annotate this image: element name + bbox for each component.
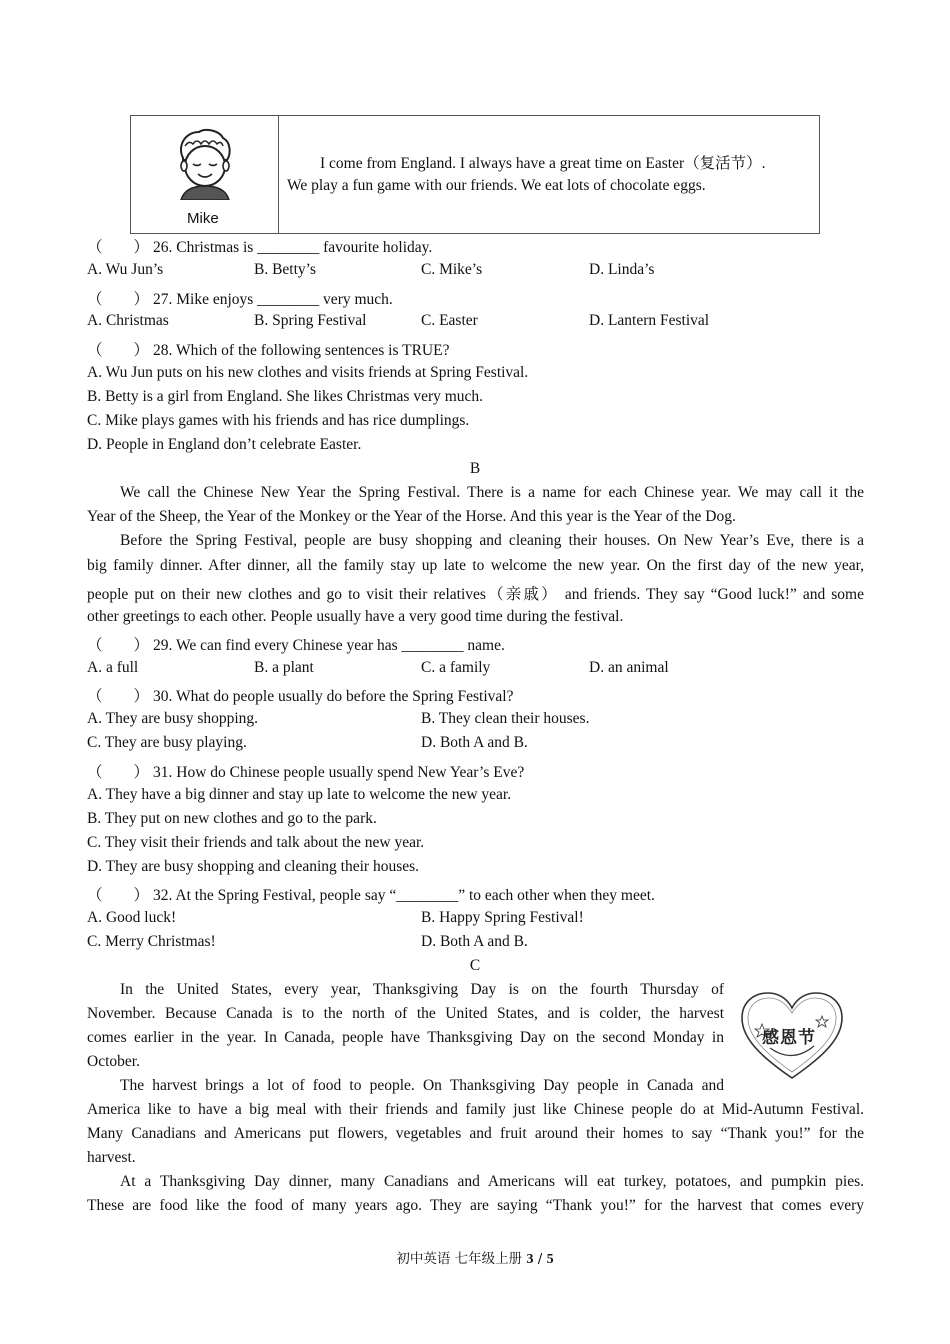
section-c-para-2-line-4: harvest. [87,1149,136,1166]
option-26-a: A. Wu Jun’s [87,261,164,278]
option-31-c: C. They visit their friends and talk about the new year. [87,834,425,851]
mike-text-line-2: We play a fun game with our friends. We eat lots of chocolate eggs. [287,177,706,194]
option-29-c: C. a family [421,659,491,676]
section-b-para-2-line-3: people put on their new clothes and go to visit their relatives（亲戚） and friends. They say “Good luck!” and some [87,586,864,603]
section-b-para-2-line-1: Before the Spring Festival, people are busy shopping and cleaning their houses. On New Year’s Eve, there is a [120,532,864,549]
mike-text-line-1: I come from England. I always have a great time on Easter（复活节）. [320,155,766,172]
section-c-para-1-line-2: November. Because Canada is to the north of the United States, and is colder, the harvest [87,1005,724,1022]
option-28-b: B. Betty is a girl from England. She likes Christmas very much. [87,388,484,405]
option-26-d: D. Linda’s [589,261,655,278]
section-c-para-2-line-2: America like to have a big meal with their friends and family just like Chinese people do at Mid-Autumn Festival. [87,1101,864,1118]
option-32-d: D. Both A and B. [421,933,528,950]
section-c-para-1-line-1: In the United States, every year, Thanksgiving Day is on the fourth Thursday of [120,981,724,998]
mike-table [130,115,820,234]
question-28: （ ） 28. Which of the following sentences is TRUE? [87,342,450,359]
page-total: 5 [546,1252,554,1267]
option-27-d: D. Lantern Festival [589,312,710,329]
option-32-b: B. Happy Spring Festival! [421,909,584,926]
page-number: 3 [526,1252,534,1267]
option-31-a: A. They have a big dinner and stay up late to welcome the new year. [87,786,512,803]
option-31-b: B. They put on new clothes and go to the park. [87,810,377,827]
option-29-b: B. a plant [254,659,314,676]
boy-avatar-icon [175,128,235,200]
section-c-para-3-line-1: At a Thanksgiving Day dinner, many Canadians and Americans will eat turkey, potatoes, and pumpkin pies. [120,1173,864,1190]
section-b-para-2-line-4: other greetings to each other. People usually have a very good time during the festival. [87,608,624,625]
mike-cell [131,116,279,233]
option-30-b: B. They clean their houses. [421,710,590,727]
option-32-c: C. Merry Christmas! [87,933,216,950]
section-b-para-1-line-2: Year of the Sheep, the Year of the Monkey or the Year of the Horse. And this year is the Year of the Dog. [87,508,736,525]
option-28-c: C. Mike plays games with his friends and has rice dumplings. [87,412,470,429]
option-26-c: C. Mike’s [421,261,483,278]
section-c-para-1-line-3: comes earlier in the year. In Canada, people have Thanksgiving Day on the second Monday in [87,1029,724,1046]
option-30-a: A. They are busy shopping. [87,710,259,727]
option-31-d: D. They are busy shopping and cleaning their houses. [87,858,420,875]
section-b-heading: B [469,460,481,477]
option-29-a: A. a full [87,659,139,676]
mike-name-label: Mike [187,210,219,227]
option-27-a: A. Christmas [87,312,169,329]
section-c-para-3-line-2: These are food like the food of many years ago. They are saying “Thank you!” for the harvest that comes every [87,1197,864,1214]
question-26: （ ） 26. Christmas is ________ favourite holiday. [87,239,433,256]
section-c-heading: C [469,957,481,974]
option-28-a: A. Wu Jun puts on his new clothes and visits friends at Spring Festival. [87,364,529,381]
question-31: （ ） 31. How do Chinese people usually spend New Year’s Eve? [87,764,525,781]
page-footer: 初中英语 七年级上册 3 / 5 [396,1251,554,1267]
option-27-b: B. Spring Festival [254,312,367,329]
option-30-c: C. They are busy playing. [87,734,247,751]
question-30: （ ） 30. What do people usually do before the Spring Festival? [87,688,514,705]
thanksgiving-heart-logo [740,990,844,1082]
option-27-c: C. Easter [421,312,478,329]
option-30-d: D. Both A and B. [421,734,528,751]
option-29-d: D. an animal [589,659,669,676]
section-c-para-1-line-4: October. [87,1053,140,1070]
section-b-para-2-line-2: big family dinner. After dinner, all the family stay up late to welcome the new year. On the first day of the new year, [87,557,864,574]
section-c-para-2-line-3: Many Canadians and Americans put flowers, vegetables and fruit around their homes to say “Thank you!” for the [87,1125,864,1142]
option-32-a: A. Good luck! [87,909,177,926]
question-29: （ ） 29. We can find every Chinese year has ________ name. [87,637,505,654]
question-27: （ ） 27. Mike enjoys ________ very much. [87,291,393,308]
question-32: （ ） 32. At the Spring Festival, people say “________” to each other when they meet. [87,887,655,904]
option-28-d: D. People in England don’t celebrate Easter. [87,436,362,453]
section-b-para-1-line-1: We call the Chinese New Year the Spring Festival. There is a name for each Chinese year. We may call it the [120,484,864,501]
thanksgiving-logo-text: 感恩节 [762,1028,816,1048]
option-26-b: B. Betty’s [254,261,317,278]
section-c-para-2-line-1: The harvest brings a lot of food to people. On Thanksgiving Day people in Canada and [120,1077,724,1094]
